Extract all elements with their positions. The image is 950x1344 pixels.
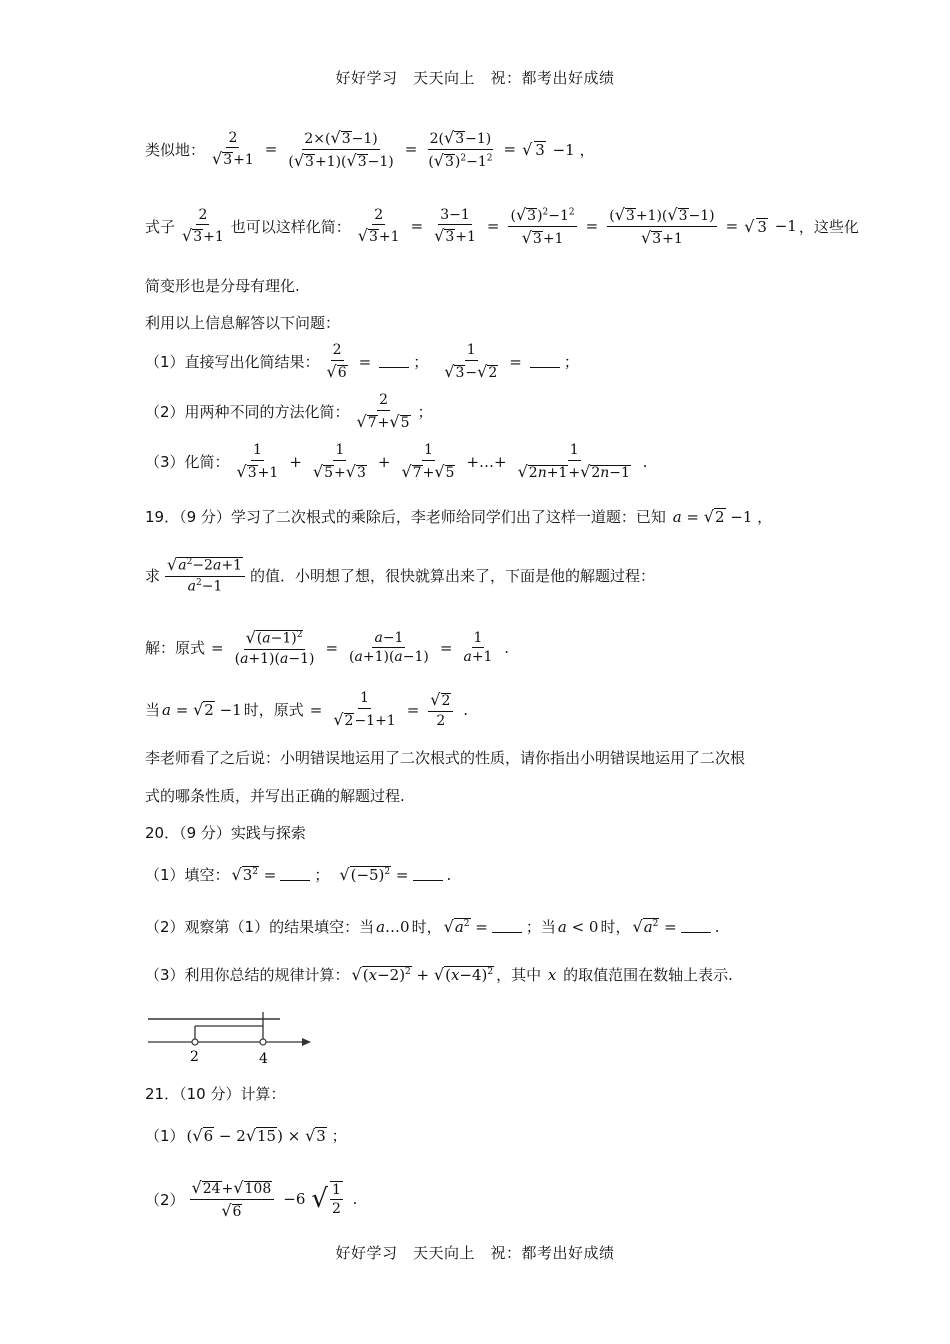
- fraction: $\frac{3-1}{√3+1}$: [434, 206, 476, 246]
- q19-ask-prefix: 求: [145, 566, 161, 585]
- q20-part1: （1）填空： $√3^2$ = ； $√(-5)^2$ = .: [145, 865, 452, 884]
- q20-p3c: 的取值范围在数轴上表示.: [563, 966, 733, 984]
- q19-when: 当 a = √2 −1 时，原式 = $\frac{1}{√2-1+1}$ = $\frac{√2}{2}$ .: [145, 690, 468, 729]
- q19-head-text: 19．（9 分）学习了二次根式的乘除后，李老师给同学们出了这样一道题：已知: [145, 508, 666, 526]
- fraction: $\frac{2}{√6}$: [326, 342, 347, 381]
- expr-prefix: 式子: [145, 217, 176, 236]
- q21-part2: （2） $\frac{√24+√108}{√6}$ −6 √ $\frac{1}{2}$ .: [145, 1178, 358, 1220]
- number-line: [145, 1008, 320, 1070]
- q20-part2: （2）观察第（1）的结果填空：当 a…0 时， $√a^2$ = ；当 a < 0 时， $√a^2$ = .: [145, 917, 720, 936]
- fraction: $\frac{1}{√7+√5}$: [401, 442, 455, 481]
- expr-middle: 也可以这样化简：: [230, 217, 351, 236]
- answer-blank[interactable]: [379, 355, 409, 368]
- fraction: $\frac{1}{a+1}$: [463, 629, 493, 666]
- page-header: 好好学习 天天向上 祝：都考出好成绩: [335, 69, 615, 87]
- fraction: $\frac{(√3+1)(√3-1)}{√3+1}$: [609, 205, 715, 247]
- q20-p2c: ；当: [525, 918, 556, 936]
- fraction: $\frac{2}{√3+1}$: [357, 206, 400, 246]
- intro-line3: 简变形也是分母有理化.: [145, 277, 300, 295]
- fraction: $\frac{1}{2}$: [331, 1181, 341, 1218]
- fraction: $\frac{√2}{2}$: [428, 690, 453, 730]
- q19-when-mid: 时，原式: [243, 701, 304, 720]
- fraction: $\frac{2}{√3+1}$: [182, 206, 224, 246]
- q18-p1-label: （1）直接写出化简结果：: [145, 353, 320, 372]
- page-footer: 好好学习 天天向上 祝：都考出好成绩: [335, 1244, 615, 1262]
- q21-head: 21．（10 分）计算：: [145, 1085, 286, 1103]
- fraction: $\frac{√a^2-2a+1}{a^2-1}$: [165, 555, 245, 595]
- fraction: $\frac{1}{√5+√3}$: [312, 442, 366, 481]
- fraction: $\frac{1}{√2n+1+√2n-1}$: [517, 442, 630, 481]
- q18-part3: （3）化简： $\frac{1}{√3+1}$ + $\frac{1}{√5+√3}$ + $\frac{1}{√7+√5}$ +…+ $\frac{1}{√2n+1+√2n-1}$ .: [145, 442, 648, 481]
- q18-part2: （2）用两种不同的方法化简： $\frac{2}{√7+√5}$ ；: [145, 392, 433, 431]
- fraction: $\frac{2\times(√3-1)}{(√3+1)(√3-1)}$: [288, 128, 394, 170]
- answer-blank[interactable]: [413, 868, 443, 881]
- axis-arrow: [302, 1038, 311, 1046]
- point-4: [260, 1039, 266, 1045]
- q20-head: 20．（9 分）实践与探索: [145, 824, 306, 842]
- axis-label-2: 2: [190, 1049, 199, 1065]
- q19-when-prefix: 当: [145, 701, 161, 720]
- q20-p2a: （2）观察第（1）的结果填空：当: [145, 918, 375, 936]
- fraction: $\frac{2}{√3+1}$: [212, 129, 254, 169]
- q18-p2-label: （2）用两种不同的方法化简：: [145, 403, 350, 422]
- point-2: [192, 1039, 198, 1045]
- expr-suffix: ，这些化: [798, 217, 859, 236]
- q19-sol-prefix: 解：原式: [145, 639, 206, 658]
- q21-p1-label: （1）: [145, 1127, 185, 1145]
- q19-head: 19．（9 分）学习了二次根式的乘除后，李老师给同学们出了这样一道题：已知 a = √2 −1 ，: [145, 507, 773, 526]
- answer-blank[interactable]: [530, 355, 560, 368]
- q19-solution: 解：原式 = $\frac{√(a-1)^2}{(a+1)(a-1)}$ = $\frac{a-1}{(a+1)(a-1)}$ = $\frac{1}{a+1}$ .: [145, 628, 510, 667]
- q20-p1-label: （1）填空：: [145, 866, 230, 884]
- q18-p3-label: （3）化简：: [145, 453, 230, 472]
- answer-blank[interactable]: [492, 920, 522, 933]
- q19-ask: [145, 555, 655, 595]
- fraction: $\frac{√24+√108}{√6}$: [190, 1178, 275, 1221]
- similar-line: 类似地： $\frac{2}{√3+1}$ = $\frac{2\times(√3-1)}{(√3+1)(√3-1)}$ = $\frac{2(√3-1)}{(√3)^2-1^2}$ = √ 3 −1 ，: [145, 128, 595, 170]
- fraction: $\frac{√(a-1)^2}{(a+1)(a-1)}$: [234, 628, 315, 667]
- q21-part1: （1） (√6 − 2√15) × √3 ；: [145, 1126, 347, 1145]
- q20-p2b: 时，: [411, 918, 442, 936]
- intro-line4: 利用以上信息解答以下问题：: [145, 314, 341, 332]
- q18-part1: （1）直接写出化简结果： $\frac{2}{√6}$ = ； $\frac{1}{√3-√2}$ = ；: [145, 342, 579, 381]
- answer-blank[interactable]: [681, 920, 711, 933]
- similar-prefix: 类似地：: [145, 140, 206, 159]
- fraction: $\frac{2}{√7+√5}$: [356, 392, 410, 431]
- axis-label-4: 4: [259, 1051, 268, 1067]
- fraction: $\frac{1}{√3+1}$: [236, 442, 279, 481]
- q21-p2-label: （2）: [145, 1190, 185, 1209]
- fraction: $\frac{1}{√3-√2}$: [444, 342, 498, 381]
- q20-p2d: 时，: [600, 918, 631, 936]
- fraction: $\frac{(√3)^2-1^2}{√3+1}$: [510, 205, 575, 247]
- q19-comment2: 式的哪条性质，并写出正确的解题过程.: [145, 787, 405, 805]
- q20-p3b: ，其中: [496, 966, 542, 984]
- q20-p3a: （3）利用你总结的规律计算：: [145, 966, 350, 984]
- q20-part3: （3）利用你总结的规律计算： $√(x-2)^2 + √(x-4)^2$ ，其中 x 的取值范围在数轴上表示.: [145, 965, 733, 984]
- answer-blank[interactable]: [280, 868, 310, 881]
- q19-ask-suffix: 的值．小明想了想，很快就算出来了，下面是他的解题过程：: [249, 566, 655, 585]
- fraction: $\frac{1}{√2-1+1}$: [333, 690, 396, 729]
- fraction: $\frac{2(√3-1)}{(√3)^2-1^2}$: [428, 128, 493, 170]
- fraction: $\frac{a-1}{(a+1)(a-1)}$: [349, 629, 429, 666]
- expression-line: 式子 $\frac{2}{√3+1}$ 也可以这样化简： $\frac{2}{√3+1}$ = $\frac{3-1}{√3+1}$ = $\frac{(√3)^2-1^2}{√3+1}$ = $\frac{(√3+1)(√3-1)}{√3+1}$ = √ 3 −1 ，这些化: [145, 205, 859, 247]
- q19-comment1: 李老师看了之后说：小明错误地运用了二次根式的性质，请你指出小明错误地运用了二次根: [145, 749, 746, 767]
